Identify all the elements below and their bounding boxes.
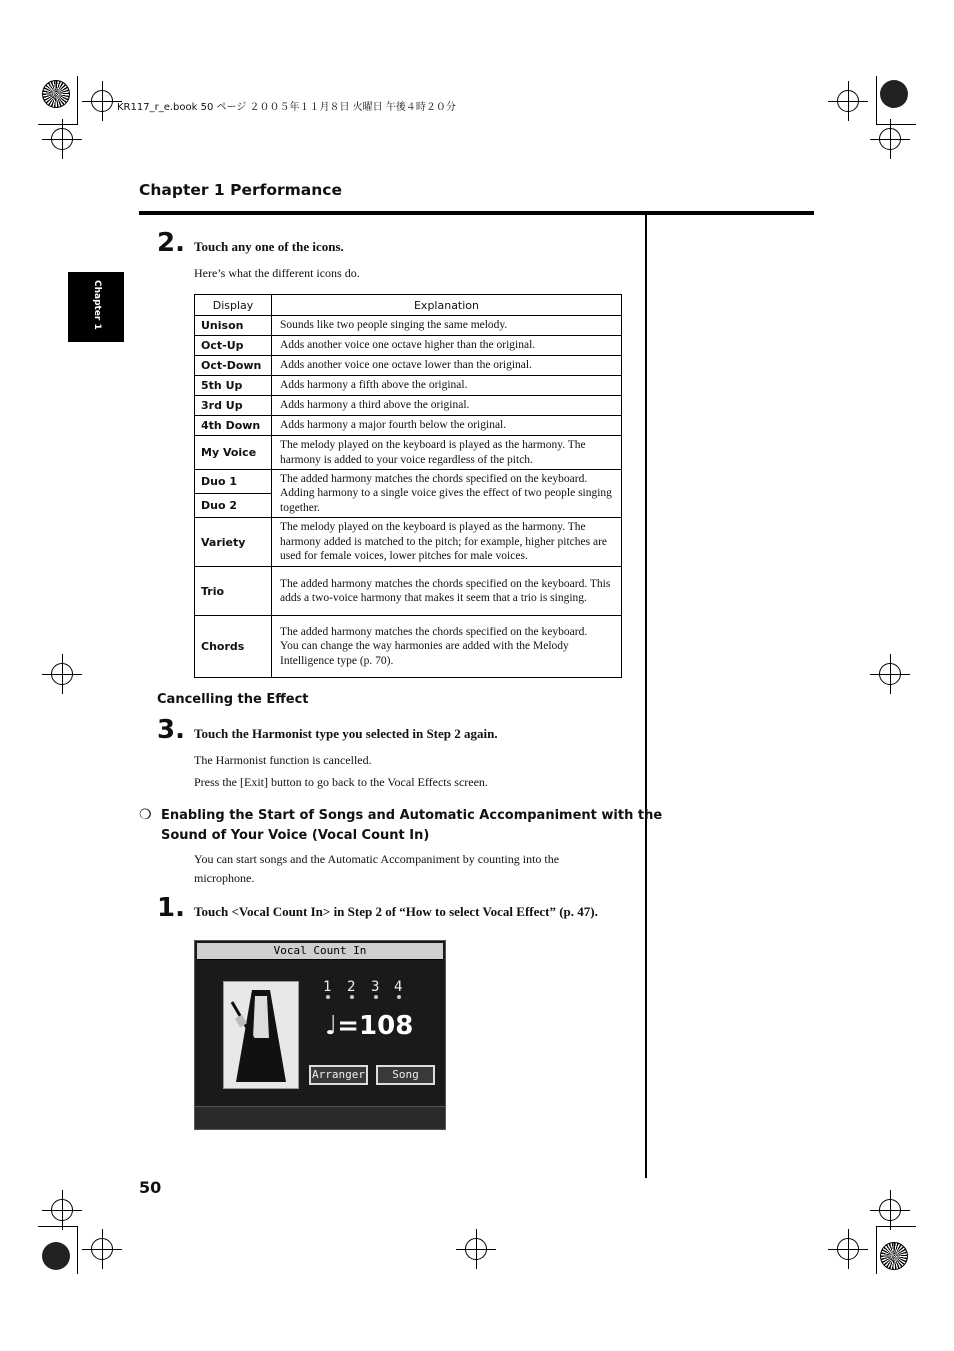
table-cell-explanation: Adds harmony a fifth above the original. <box>272 376 622 396</box>
table-cell-explanation <box>272 616 622 678</box>
quarter-note-icon: ♩ <box>325 1011 338 1041</box>
registration-mark <box>91 1238 113 1260</box>
registration-target-bottom-right <box>880 1242 908 1270</box>
arranger-button[interactable]: Arranger <box>309 1065 368 1085</box>
crop-mark <box>38 1226 78 1227</box>
registration-mark <box>837 90 859 112</box>
step-note: Press the [Exit] button to go back to the Vocal Effects screen. <box>194 775 488 789</box>
crop-mark <box>38 124 78 125</box>
table-cell-explanation: The melody played on the keyboard is played as the harmony. The harmony added is matched to the pitch; for example, higher pitches are used for female voices, lower pitches for male voices. <box>272 518 622 567</box>
beat-indicator <box>350 995 354 999</box>
step-instruction: Touch the Harmonist type you selected in Step 2 again. <box>194 726 498 741</box>
table-header-row <box>195 295 622 316</box>
table-row <box>195 376 622 396</box>
song-button[interactable]: Song <box>376 1065 435 1085</box>
section-body: You can start songs and the Automatic Accompaniment by counting into the <box>194 852 560 866</box>
harmony-icons-table <box>194 294 622 678</box>
column-divider <box>645 215 647 1178</box>
registration-mark <box>837 1238 859 1260</box>
step-instruction: Touch <Vocal Count In> in Step 2 of “How to select Vocal Effect” (p. 47). <box>194 904 598 919</box>
step-instruction: Touch any one of the icons. <box>194 239 344 254</box>
vocal-count-in-screen <box>194 940 446 1130</box>
registration-target-bottom-left <box>42 1242 70 1270</box>
registration-target-top-left <box>42 80 70 108</box>
chapter-side-tab-label: Chapter 1 <box>92 280 102 330</box>
registration-mark <box>465 1238 487 1260</box>
tempo-display <box>325 1011 413 1041</box>
screen-status-bar <box>195 1106 445 1129</box>
table-cell-explanation: Sounds like two people singing the same melody. <box>272 316 622 336</box>
table-cell-explanation: The added harmony matches the chords specified on the keyboard. Adding harmony to a single voice gives the effect of two people singing together. <box>272 470 622 518</box>
beat-number: 1 <box>323 979 332 995</box>
table-cell-display: Variety <box>195 518 272 567</box>
step-number: 2. <box>157 228 185 258</box>
table-row <box>195 436 622 470</box>
beat-number: 4 <box>394 979 403 995</box>
crop-mark <box>876 1226 877 1274</box>
beat-indicator <box>397 995 401 999</box>
table-cell-display: 4th Down <box>195 416 272 436</box>
table-header-explanation: Explanation <box>272 295 622 316</box>
crop-mark <box>876 76 877 124</box>
step-note: The Harmonist function is cancelled. <box>194 753 372 767</box>
crop-mark <box>77 1226 78 1274</box>
table-cell-explanation: Adds harmony a major fourth below the original. <box>272 416 622 436</box>
table-cell-explanation: Adds another voice one octave higher than the original. <box>272 336 622 356</box>
table-cell-display: Duo 1 <box>195 470 272 494</box>
table-row <box>195 416 622 436</box>
section-title: Sound of Your Voice (Vocal Count In) <box>161 828 430 843</box>
metronome-icon <box>224 982 298 1088</box>
metronome-image <box>223 981 299 1089</box>
tempo-value: =108 <box>337 1011 414 1041</box>
subsection-heading: Cancelling the Effect <box>157 692 309 707</box>
section-body: microphone. <box>194 871 255 885</box>
table-cell-display: Chords <box>195 616 272 678</box>
table-row <box>195 616 622 678</box>
heading-rule <box>139 211 814 215</box>
table-row <box>195 470 622 494</box>
table-cell-explanation-line: The added harmony matches the chords specified on the keyboard. <box>280 625 588 638</box>
table-cell-display: 3rd Up <box>195 396 272 416</box>
screen-title: Vocal Count In <box>197 943 443 960</box>
beat-indicator <box>374 995 378 999</box>
registration-target-top-right <box>880 80 908 108</box>
registration-mark <box>879 663 901 685</box>
registration-mark <box>879 1199 901 1221</box>
chapter-title: Chapter 1 Performance <box>139 181 343 199</box>
registration-mark <box>879 128 901 150</box>
beat-number: 2 <box>347 979 356 995</box>
table-row <box>195 518 622 567</box>
table-cell-display: Duo 2 <box>195 494 272 518</box>
table-cell-display: My Voice <box>195 436 272 470</box>
print-header: KR117_r_e.book 50 ページ ２００５年１１月８日 火曜日 午後４時２０分 <box>117 102 456 113</box>
table-cell-explanation-line: You can change the way harmonies are added with the Melody Intelligence type (p. 70). <box>280 640 569 667</box>
table-cell-explanation: The melody played on the keyboard is played as the harmony. The harmony is added to your voice regardless of the pitch. <box>272 436 622 470</box>
table-row <box>195 316 622 336</box>
crop-mark <box>876 1226 916 1227</box>
registration-mark <box>51 663 73 685</box>
table-cell-display: Oct-Down <box>195 356 272 376</box>
table-cell-explanation: The added harmony matches the chords specified on the keyboard. This adds a two-voice harmony that makes it seem that a trio is singing. <box>272 567 622 616</box>
step-number: 3. <box>157 715 185 745</box>
table-cell-display: Trio <box>195 567 272 616</box>
chapter-side-tab <box>68 272 124 342</box>
table-cell-explanation: Adds another voice one octave lower than the original. <box>272 356 622 376</box>
beat-number: 3 <box>371 979 380 995</box>
crop-mark <box>876 124 916 125</box>
table-cell-display: Oct-Up <box>195 336 272 356</box>
section-bullet-icon: ❍ <box>139 808 152 823</box>
table-row <box>195 396 622 416</box>
table-header-display: Display <box>195 295 272 316</box>
registration-mark <box>91 90 113 112</box>
crop-mark <box>77 76 78 124</box>
registration-mark <box>51 1199 73 1221</box>
table-cell-explanation: Adds harmony a third above the original. <box>272 396 622 416</box>
page-number: 50 <box>139 1178 162 1197</box>
table-row <box>195 336 622 356</box>
step-note: Here’s what the different icons do. <box>194 266 360 280</box>
table-row <box>195 356 622 376</box>
table-cell-display: Unison <box>195 316 272 336</box>
step-number: 1. <box>157 893 185 923</box>
table-cell-display: 5th Up <box>195 376 272 396</box>
beat-indicator <box>326 995 330 999</box>
section-title: Enabling the Start of Songs and Automatic Accompaniment with the <box>161 808 663 823</box>
table-row <box>195 567 622 616</box>
registration-mark <box>51 128 73 150</box>
